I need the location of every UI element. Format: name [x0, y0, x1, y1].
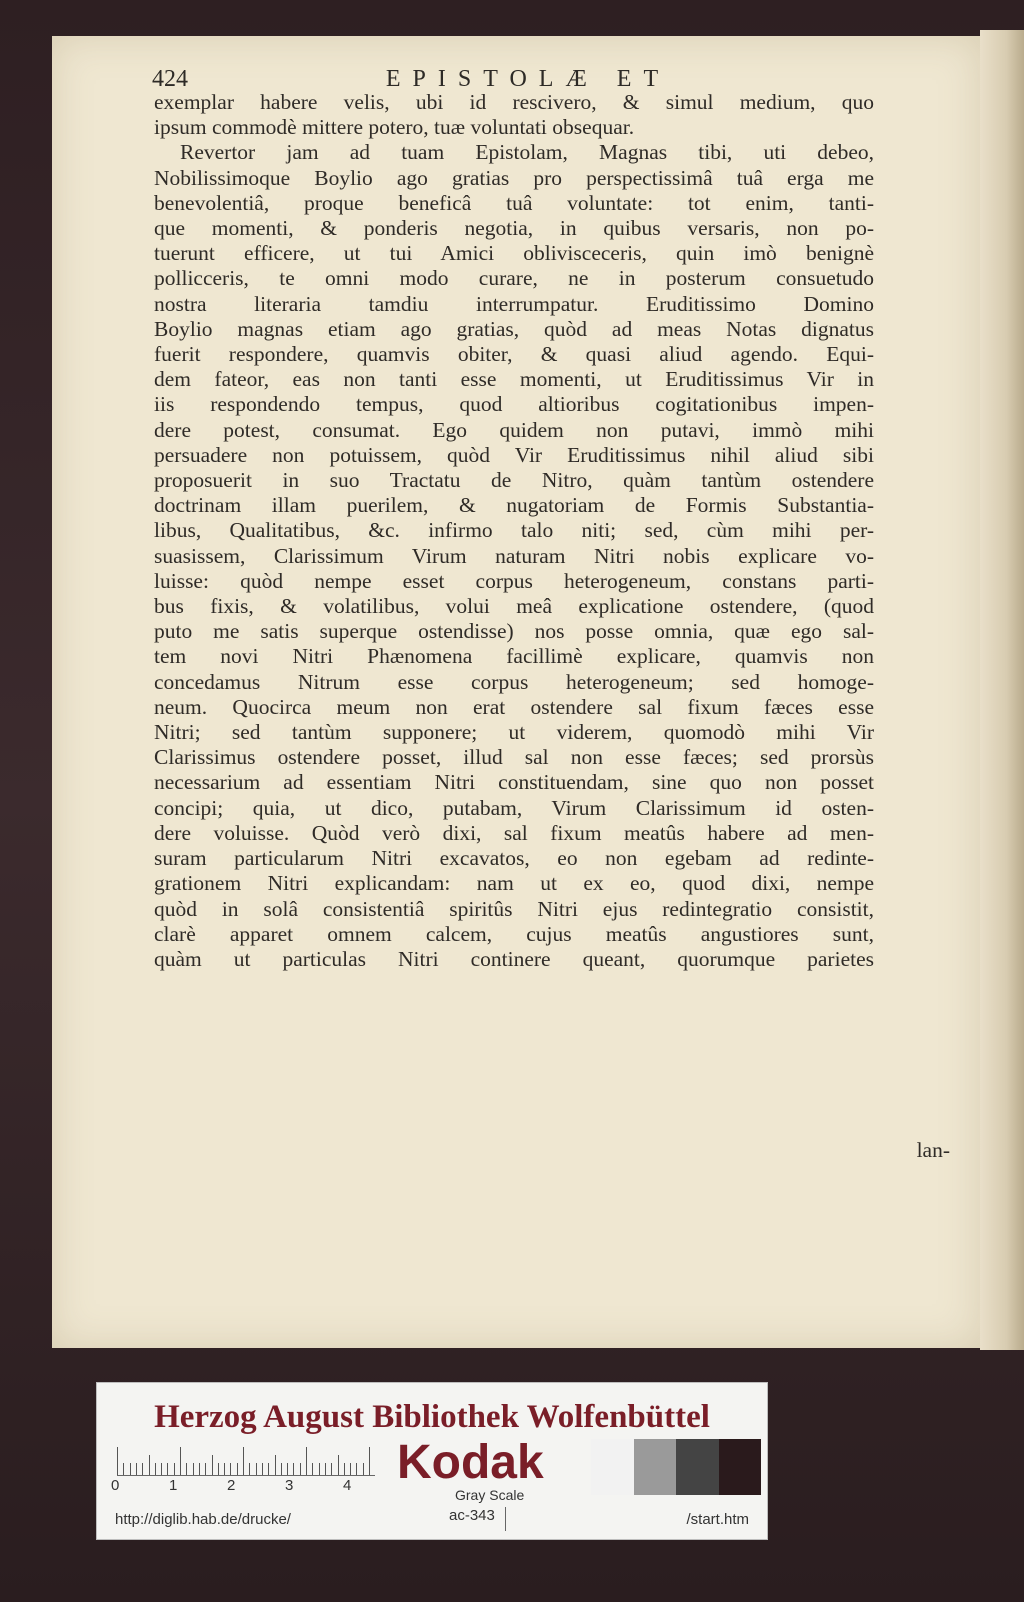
- gray-patch: [591, 1439, 634, 1495]
- text-line: que momenti, & ponderis negotia, in quibus versaris, non po-: [154, 216, 874, 241]
- text-line: dem fateor, eas non tanti esse momenti, ut Eruditissimus Vir in: [154, 367, 874, 392]
- text-line: tuerunt efficere, ut tui Amici oblivisceceris, quin imò benignè: [154, 241, 874, 266]
- ruler-numbers: [111, 1477, 381, 1497]
- ruler-tick: [199, 1463, 200, 1475]
- text-line: concedamus Nitrum esse corpus heterogeneum; sed homoge-: [154, 669, 874, 694]
- text-line: exemplar habere velis, ubi id rescivero, & simul medium, quo: [154, 90, 874, 114]
- ruler-tick: [331, 1463, 332, 1475]
- page-number: 424: [152, 66, 188, 92]
- text-line: Nobilissimoque Boylio ago gratias pro perspectissimâ tuâ erga me: [154, 165, 874, 190]
- gray-patch: [719, 1439, 762, 1495]
- ruler-tick: [136, 1463, 137, 1475]
- gray-patch: [676, 1439, 719, 1495]
- text-line: fuerit respondere, quamvis obiter, & quasi aliud agendo. Equi-: [154, 342, 874, 367]
- text-line: grationem Nitri explicandam: nam ut ex eo, quod dixi, nempe: [154, 871, 874, 896]
- gray-scale-label: Gray Scale: [455, 1487, 525, 1503]
- text-line: suram particularum Nitri excavatos, eo non egebam ad redinte-: [154, 846, 874, 871]
- ruler-number: 3: [285, 1477, 294, 1494]
- ruler-tick: [363, 1463, 364, 1475]
- ruler-tick: [230, 1463, 231, 1475]
- ruler-scale: [117, 1445, 375, 1476]
- ruler-number: 1: [169, 1477, 178, 1494]
- ruler-tick: [205, 1463, 206, 1475]
- ruler-tick: [174, 1463, 175, 1475]
- text-line: persuadere non potuissem, quòd Vir Eruditissimus nihil aliud sibi: [154, 442, 874, 467]
- text-line: doctrinam illam puerilem, & nugatoriam de Formis Substantia-: [154, 493, 874, 518]
- ruler-tick: [319, 1463, 320, 1475]
- ruler-tick: [356, 1463, 357, 1475]
- text-line: dere potest, consumat. Ego quidem non putavi, immò mihi: [154, 417, 874, 442]
- ruler-tick: [193, 1463, 194, 1475]
- ruler-tick: [212, 1455, 213, 1475]
- text-line: pollicceris, te omni modo curare, ne in posterum consuetudo: [154, 266, 874, 291]
- ruler-tick: [325, 1463, 326, 1475]
- page-text: [154, 90, 874, 972]
- running-head: EPISTOLÆ ET: [385, 66, 671, 92]
- ruler-tick: [161, 1463, 162, 1475]
- text-line: luisse: quòd nempe esset corpus heterogeneum, constans parti-: [154, 568, 874, 593]
- text-line: necessarium ad essentiam Nitri constituendam, sine quo non posset: [154, 770, 874, 795]
- ruler-tick: [130, 1463, 131, 1475]
- text-line: nostra literaria tamdiu interrumpatur. Eruditissimo Domino: [154, 291, 874, 316]
- text-line: bus fixis, & volatilibus, volui meâ explicatione ostendere, (quod: [154, 594, 874, 619]
- ruler-number: 2: [227, 1477, 236, 1494]
- ruler-tick: [268, 1463, 269, 1475]
- gray-patches: [591, 1439, 761, 1495]
- text-line: iis respondendo tempus, quod altioribus cogitationibus impen-: [154, 392, 874, 417]
- ruler-tick: [186, 1463, 187, 1475]
- text-line: Boylio magnas etiam ago gratias, quòd ad meas Notas dignatus: [154, 316, 874, 341]
- ruler-tick: [237, 1463, 238, 1475]
- text-line: libus, Qualitatibus, &c. infirmo talo niti; sed, cùm mihi per-: [154, 518, 874, 543]
- catchword-row: [0, 1138, 1024, 1162]
- ruler-tick: [142, 1463, 143, 1475]
- url-left: http://diglib.hab.de/drucke/: [115, 1511, 291, 1528]
- ruler-tick: [224, 1463, 225, 1475]
- ruler-tick: [249, 1463, 250, 1475]
- ruler-number: 0: [111, 1477, 120, 1494]
- shelf-code: ac-343: [449, 1507, 506, 1531]
- color-target-card: [96, 1382, 768, 1540]
- ruler-tick: [287, 1463, 288, 1475]
- ruler-tick: [300, 1463, 301, 1475]
- text-line: proposuerit in suo Tractatu de Nitro, quàm tantùm ostendere: [154, 468, 874, 493]
- ruler-tick: [167, 1463, 168, 1475]
- text-line: benevolentiâ, proque beneficâ tuâ voluntate: tot enim, tanti-: [154, 190, 874, 215]
- ruler-tick: [262, 1463, 263, 1475]
- library-name: Herzog August Bibliothek Wolfenbüttel: [154, 1399, 710, 1435]
- text-line: concipi; quia, ut dico, putabam, Virum Clarissimum id osten-: [154, 795, 874, 820]
- ruler-tick: [369, 1447, 370, 1475]
- text-line: clarè apparet omnem calcem, cujus meatûs angustiores sunt,: [154, 921, 874, 946]
- ruler-tick: [350, 1463, 351, 1475]
- kodak-logo: Kodak: [397, 1436, 544, 1489]
- text-line: Nitri; sed tantùm supponere; ut viderem, quomodò mihi Vir: [154, 720, 874, 745]
- ruler-tick: [293, 1463, 294, 1475]
- ruler-tick: [218, 1463, 219, 1475]
- catchword: lan-: [916, 1138, 950, 1162]
- text-line: quàm ut particulas Nitri continere queant, quorumque parietes: [154, 946, 874, 971]
- ruler-tick: [180, 1447, 181, 1475]
- ruler-tick: [117, 1447, 118, 1475]
- ruler-tick: [149, 1455, 150, 1475]
- ruler-tick: [344, 1463, 345, 1475]
- text-line: suasissem, Clarissimum Virum naturam Nitri nobis explicare vo-: [154, 543, 874, 568]
- ruler-tick: [275, 1455, 276, 1475]
- text-line: quòd in solâ consistentiâ spiritûs Nitri ejus redintegratio consistit,: [154, 896, 874, 921]
- ruler-tick: [338, 1455, 339, 1475]
- text-line: Clarissimus ostendere posset, illud sal non esse fæces; sed prorsùs: [154, 745, 874, 770]
- ruler-tick: [243, 1447, 244, 1475]
- text-line: puto me satis superque ostendisse) nos posse omnia, quæ ego sal-: [154, 619, 874, 644]
- ruler-tick: [256, 1463, 257, 1475]
- text-line: neum. Quocirca meum non erat ostendere sal fixum fæces esse: [154, 694, 874, 719]
- text-line: dere voluisse. Quòd verò dixi, sal fixum meatûs habere ad men-: [154, 820, 874, 845]
- url-right: /start.htm: [686, 1511, 749, 1528]
- ruler-tick: [281, 1463, 282, 1475]
- ruler-tick: [155, 1463, 156, 1475]
- text-line: Revertor jam ad tuam Epistolam, Magnas tibi, uti debeo,: [180, 140, 874, 165]
- ruler-tick: [312, 1463, 313, 1475]
- text-line: tem novi Nitri Phænomena facillimè explicare, quamvis non: [154, 644, 874, 669]
- ruler-tick: [123, 1463, 124, 1475]
- ruler-tick: [306, 1447, 307, 1475]
- text-line: ipsum commodè mittere potero, tuæ voluntati obsequar.: [154, 115, 635, 140]
- gray-patch: [634, 1439, 677, 1495]
- ruler-number: 4: [343, 1477, 352, 1494]
